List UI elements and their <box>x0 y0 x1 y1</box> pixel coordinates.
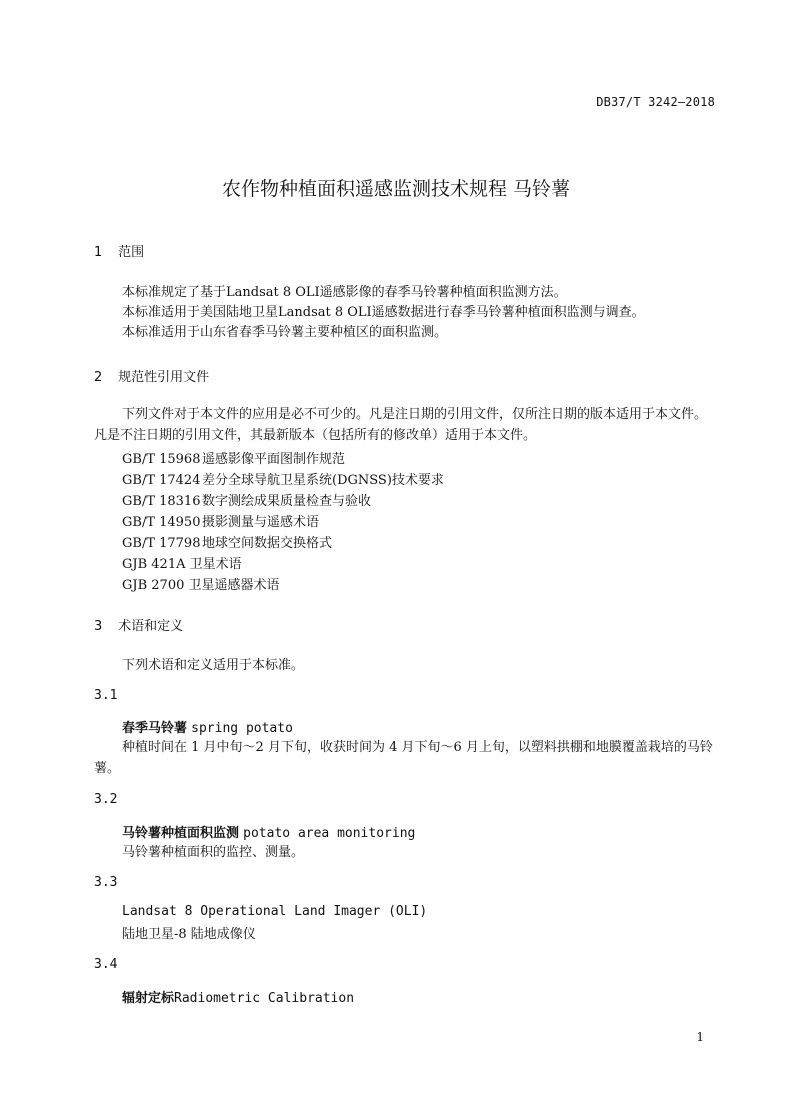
section-number: 3 <box>94 619 103 634</box>
reference-title: 摄影测量与遥感术语 <box>202 515 320 530</box>
paragraph: 本标准适用于美国陆地卫星Landsat 8 OLI遥感数据进行春季马铃薯种植面积监测与调查。 <box>122 305 645 320</box>
subsection-number: 3.1 <box>94 688 118 703</box>
section-number: 1 <box>94 245 103 260</box>
section-3-heading <box>94 615 183 634</box>
term-en: spring potato <box>191 721 293 736</box>
term-en: Radiometric Calibration <box>174 991 355 1006</box>
section-title: 规范性引用文件 <box>118 370 210 385</box>
section-2-heading <box>94 366 209 385</box>
reference-item <box>122 490 371 509</box>
paragraph: 本标准规定了基于Landsat 8 OLI遥感影像的春季马铃薯种植面积监测方法。 <box>122 285 567 300</box>
reference-item <box>122 448 345 467</box>
paragraph: 下列文件对于本文件的应用是必不可少的。凡是注日期的引用文件，仅所注日期的版本适用于本文件。凡是不注日期的引用文件，其最新版本（包括所有的修改单）适用于本文件。 <box>94 407 708 443</box>
reference-item <box>122 532 332 551</box>
term-heading <box>122 822 415 841</box>
term-heading <box>122 904 427 919</box>
standard-code: DB37/T 3242—2018 <box>596 95 715 109</box>
reference-code: GB/T 14950 <box>122 515 201 530</box>
reference-title: 地球空间数据交换格式 <box>202 536 333 551</box>
term-zh: 春季马铃薯 <box>122 721 188 736</box>
paragraph: 本标准适用于山东省春季马铃薯主要种植区的面积监测。 <box>122 325 448 340</box>
reference-code: GB/T 15968 <box>122 452 201 467</box>
section-number: 2 <box>94 370 103 385</box>
term-zh: 马铃薯种植面积监测 <box>122 826 240 841</box>
reference-item: GJB 2700 卫星遥感器术语 <box>122 578 280 593</box>
reference-code: GB/T 18316 <box>122 494 201 509</box>
subsection-number: 3.4 <box>94 957 118 972</box>
reference-code: GB/T 17424 <box>122 473 201 488</box>
term-zh: 辐射定标 <box>122 991 175 1006</box>
reference-item: GJB 421A 卫星术语 <box>122 557 242 572</box>
term-definition: 种植时间在 1 月中旬～2 月下旬，收获时间为 4 月下旬～6 月上旬，以塑料拱棚和地膜覆盖栽培的马铃薯。 <box>94 740 713 776</box>
term-en: potato area monitoring <box>243 826 416 841</box>
term-definition: 马铃薯种植面积的监控、测量。 <box>122 845 305 860</box>
reference-item <box>122 469 444 488</box>
reference-code: GB/T 17798 <box>122 536 201 551</box>
section-title: 术语和定义 <box>118 619 184 634</box>
term-en: Landsat 8 Operational Land Imager (OLI) <box>122 904 428 919</box>
subsection-number: 3.3 <box>94 875 118 890</box>
term-heading <box>122 987 354 1006</box>
reference-title: 差分全球导航卫星系统(DGNSS)技术要求 <box>202 473 444 488</box>
term-heading <box>122 717 293 736</box>
reference-title: 遥感影像平面图制作规范 <box>202 452 346 467</box>
section-title: 范围 <box>118 245 145 260</box>
reference-title: 数字测绘成果质量检查与验收 <box>202 494 372 509</box>
page-title: 农作物种植面积遥感监测技术规程 马铃薯 <box>221 178 571 200</box>
term-definition: 陆地卫星-8 陆地成像仪 <box>122 927 256 942</box>
subsection-number: 3.2 <box>94 792 118 807</box>
reference-item <box>122 511 319 530</box>
paragraph: 下列术语和定义适用于本标准。 <box>122 658 305 673</box>
page-number: 1 <box>696 1030 704 1044</box>
section-1-heading <box>94 241 144 260</box>
